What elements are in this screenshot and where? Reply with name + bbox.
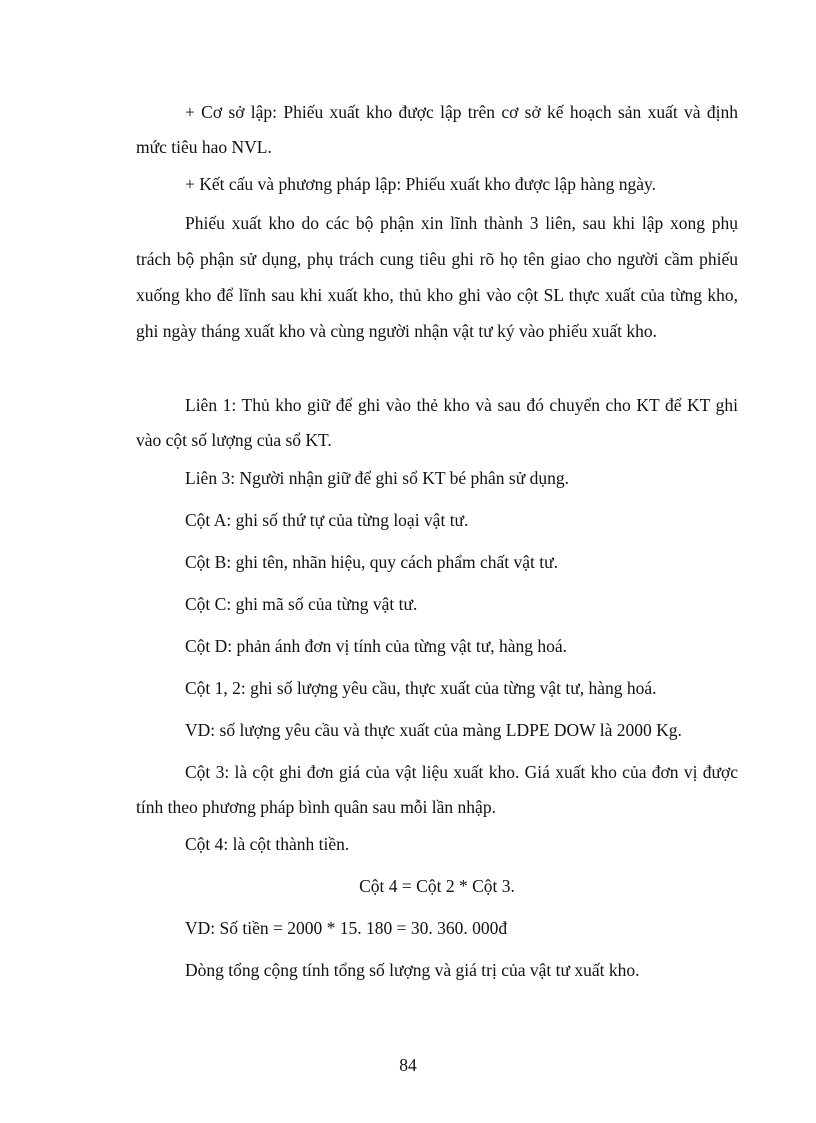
paragraph-cot-4: Cột 4: là cột thành tiền. <box>185 834 350 854</box>
paragraph-cot-a: Cột A: ghi số thứ tự của từng loại vật tư. <box>185 510 469 530</box>
paragraph-cot-3: Cột 3: là cột ghi đơn giá của vật liệu xuất kho. Giá xuất kho của đơn vị được tính theo phương pháp bình quân sau mỗi lần nhập. <box>136 762 738 817</box>
paragraph-co-so-lap: + Cơ sở lập: Phiếu xuất kho được lập trên cơ sở kế hoạch sản xuất và định mức tiêu hao NVL. <box>136 102 738 157</box>
paragraph-cot-c: Cột C: ghi mã số của từng vật tư. <box>185 594 418 614</box>
paragraph-dong-tong-cong: Dòng tổng cộng tính tổng số lượng và giá trị của vật tư xuất kho. <box>185 960 640 980</box>
paragraph-phieu-xuat-kho: Phiếu xuất kho do các bộ phận xin lĩnh thành 3 liên, sau khi lập xong phụ trách bộ phận sử dụng, phụ trách cung tiêu ghi rõ họ tên giao cho người cầm phiếu xuống kho để lĩnh sau khi xuất kho, thủ kho ghi vào cột SL thực xuất của từng kho, ghi ngày tháng xuất kho và cùng người nhận vật tư ký vào phiếu xuất kho. <box>136 213 738 341</box>
paragraph-vd-so-tien: VD: Số tiền = 2000 * 15. 180 = 30. 360. 000đ <box>185 918 508 938</box>
paragraph-cot-d: Cột D: phản ánh đơn vị tính của từng vật tư, hàng hoá. <box>185 636 568 656</box>
formula-cot-4: Cột 4 = Cột 2 * Cột 3. <box>359 876 515 896</box>
paragraph-ket-cau: + Kết cấu và phương pháp lập: Phiếu xuất kho được lập hàng ngày. <box>185 174 656 194</box>
paragraph-lien-3: Liên 3: Người nhận giữ để ghi sổ KT bé phân sử dụng. <box>185 468 569 488</box>
paragraph-cot-b: Cột B: ghi tên, nhãn hiệu, quy cách phẩm chất vật tư. <box>185 552 559 572</box>
paragraph-vd-so-luong: VD: số lượng yêu cầu và thực xuất của màng LDPE DOW là 2000 Kg. <box>185 720 682 740</box>
paragraph-cot-1-2: Cột 1, 2: ghi số lượng yêu cầu, thực xuất của từng vật tư, hàng hoá. <box>185 678 657 698</box>
paragraph-lien-1: Liên 1: Thủ kho giữ để ghi vào thẻ kho và sau đó chuyển cho KT để KT ghi vào cột số lượng của sổ KT. <box>136 395 738 450</box>
page-number: 84 <box>399 1055 417 1075</box>
